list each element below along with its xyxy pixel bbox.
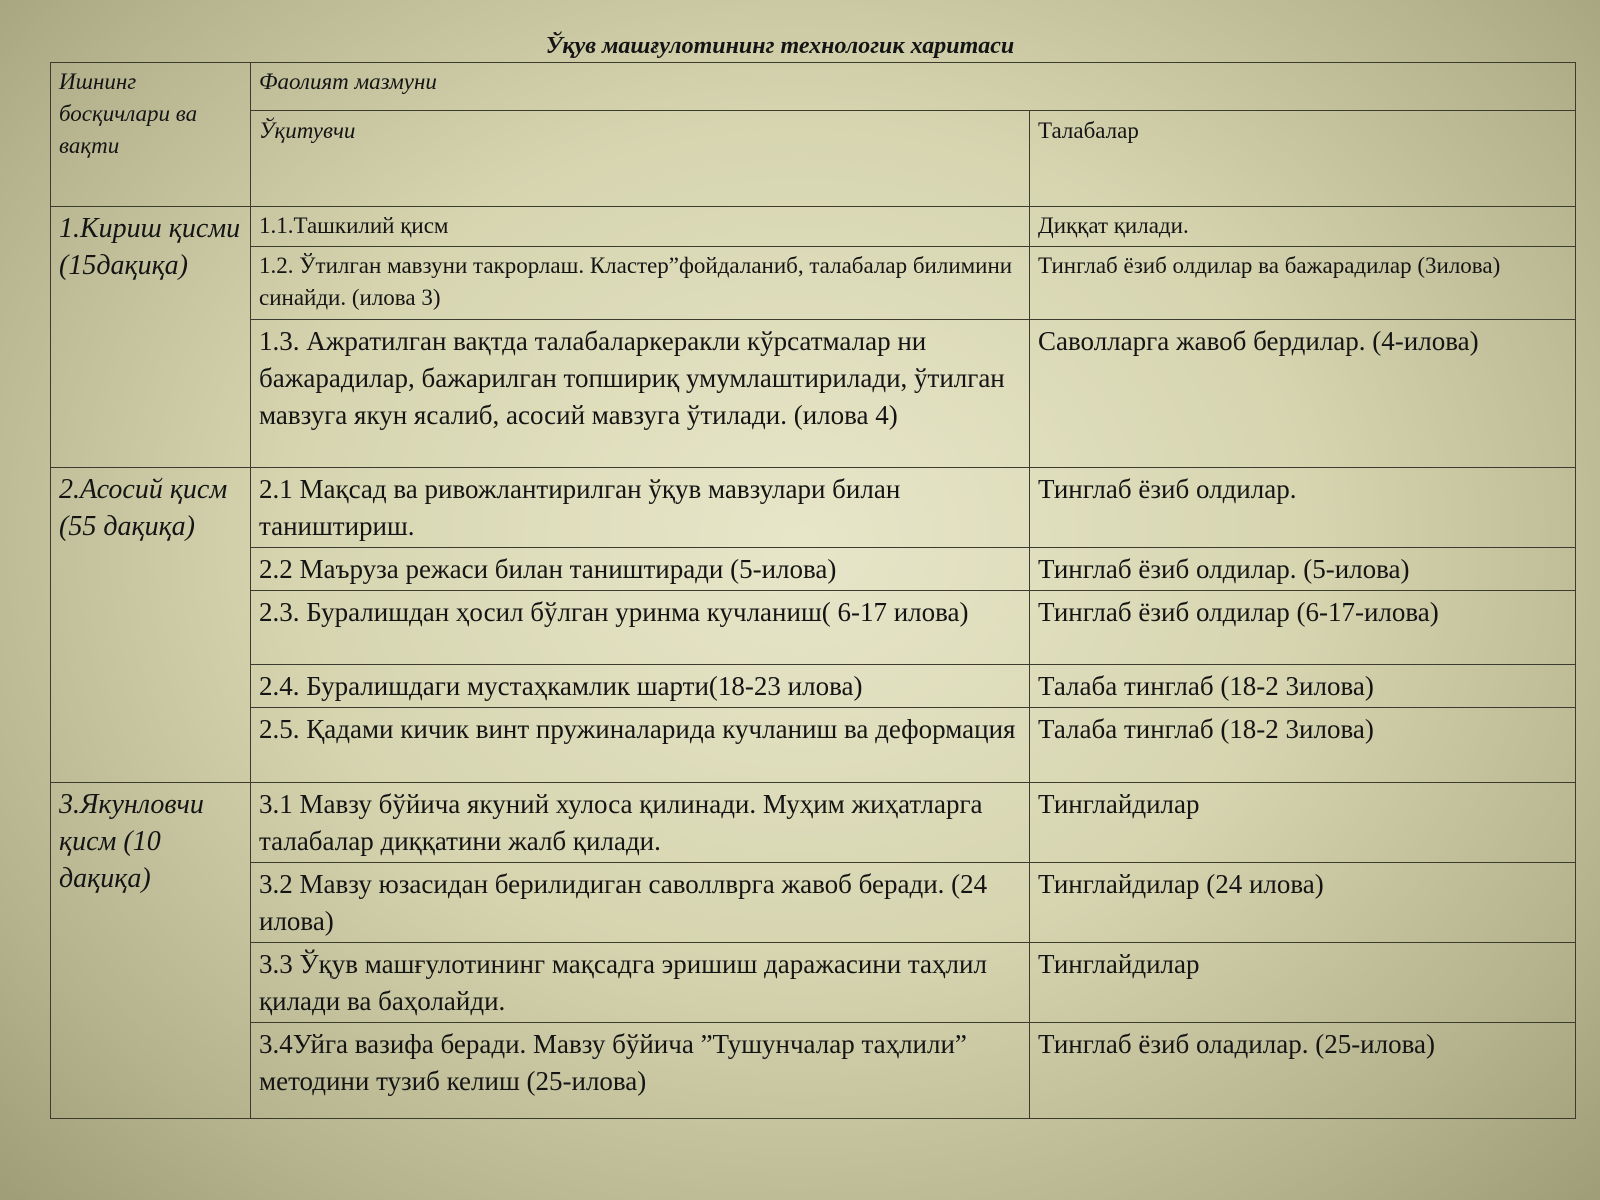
table-row (51, 591, 1576, 665)
table-row (51, 665, 1576, 708)
table-row (51, 468, 1576, 548)
students-header: Талабалар (1030, 111, 1576, 207)
table-row (51, 1023, 1576, 1119)
students-cell: Тинглаб ёзиб оладилар. (25-илова) (1030, 1023, 1576, 1119)
table-row (51, 247, 1576, 320)
teacher-cell: 3.2 Мавзу юзасидан берилидиган саволлврга жавоб беради. (24 илова) (251, 863, 1030, 943)
page-title: Ўқув машғулотининг технологик харитаси (545, 33, 1015, 59)
students-cell: Диққат қилади. (1030, 207, 1576, 247)
subheader-row (51, 111, 1576, 207)
teacher-cell: 2.3. Буралишдан ҳосил бўлган уринма кучланиш( 6-17 илова) (251, 591, 1030, 665)
teacher-cell: 1.2. Ўтилган мавзуни такрорлаш. Кластер”фойдаланиб, талабалар билимини синайди. (илова 3) (251, 247, 1030, 320)
students-cell: Тинглаб ёзиб олдилар ва бажарадилар (3илова) (1030, 247, 1576, 320)
students-cell: Тинглаб ёзиб олдилар. (1030, 468, 1576, 548)
technological-map-table (50, 62, 1576, 1119)
teacher-header: Ўқитувчи (251, 111, 1030, 207)
students-cell: Тинглаб ёзиб олдилар. (5-илова) (1030, 548, 1576, 591)
table-row (51, 943, 1576, 1023)
teacher-cell: 3.3 Ўқув машғулотининг мақсадга эришиш даражасини таҳлил қилади ва баҳолайди. (251, 943, 1030, 1023)
teacher-cell: 2.1 Мақсад ва ривожлантирилган ўқув мавзулари билан таништириш. (251, 468, 1030, 548)
stage-header: Ишнинг босқичлари ва вақти (51, 63, 251, 207)
content-header: Фаолият мазмуни (251, 63, 1576, 111)
teacher-cell: 3.1 Мавзу бўйича якуний хулоса қилинади. Муҳим жиҳатларга талабалар диққатини жалб қилади. (251, 783, 1030, 863)
students-cell: Талаба тинглаб (18-2 3илова) (1030, 665, 1576, 708)
stage-label: 1.Кириш қисми (15дақиқа) (51, 207, 251, 468)
table-row (51, 863, 1576, 943)
stage-label: 2.Асосий қисм (55 дақиқа) (51, 468, 251, 783)
teacher-cell: 1.3. Ажратилган вақтда талабаларкеракли кўрсатмалар ни бажарадилар, бажарилган топшириқ умумлаштирилади, ўтилган мавзуга якун ясалиб, асосий мавзуга ўтилади. (илова 4) (251, 320, 1030, 468)
table-row (51, 320, 1576, 468)
stage-label: 3.Якунловчи қисм (10 дақиқа) (51, 783, 251, 1119)
students-cell: Тинглайдилар (1030, 943, 1576, 1023)
header-row (51, 63, 1576, 111)
teacher-cell: 2.2 Маъруза режаси билан таништиради (5-илова) (251, 548, 1030, 591)
students-cell: Тинглайдилар (1030, 783, 1576, 863)
students-cell: Талаба тинглаб (18-2 3илова) (1030, 708, 1576, 783)
table-row (51, 783, 1576, 863)
students-cell: Тинглаб ёзиб олдилар (6-17-илова) (1030, 591, 1576, 665)
students-cell: Тинглайдилар (24 илова) (1030, 863, 1576, 943)
teacher-cell: 2.4. Буралишдаги мустаҳкамлик шарти(18-23 илова) (251, 665, 1030, 708)
students-cell: Саволларга жавоб бердилар. (4-илова) (1030, 320, 1576, 468)
table-row (51, 548, 1576, 591)
table-row (51, 207, 1576, 247)
teacher-cell: 3.4Уйга вазифа беради. Мавзу бўйича ”Тушунчалар таҳлили” методини тузиб келиш (25-илова) (251, 1023, 1030, 1119)
teacher-cell: 1.1.Ташкилий қисм (251, 207, 1030, 247)
table-row (51, 708, 1576, 783)
teacher-cell: 2.5. Қадами кичик винт пружиналарида кучланиш ва деформация (251, 708, 1030, 783)
